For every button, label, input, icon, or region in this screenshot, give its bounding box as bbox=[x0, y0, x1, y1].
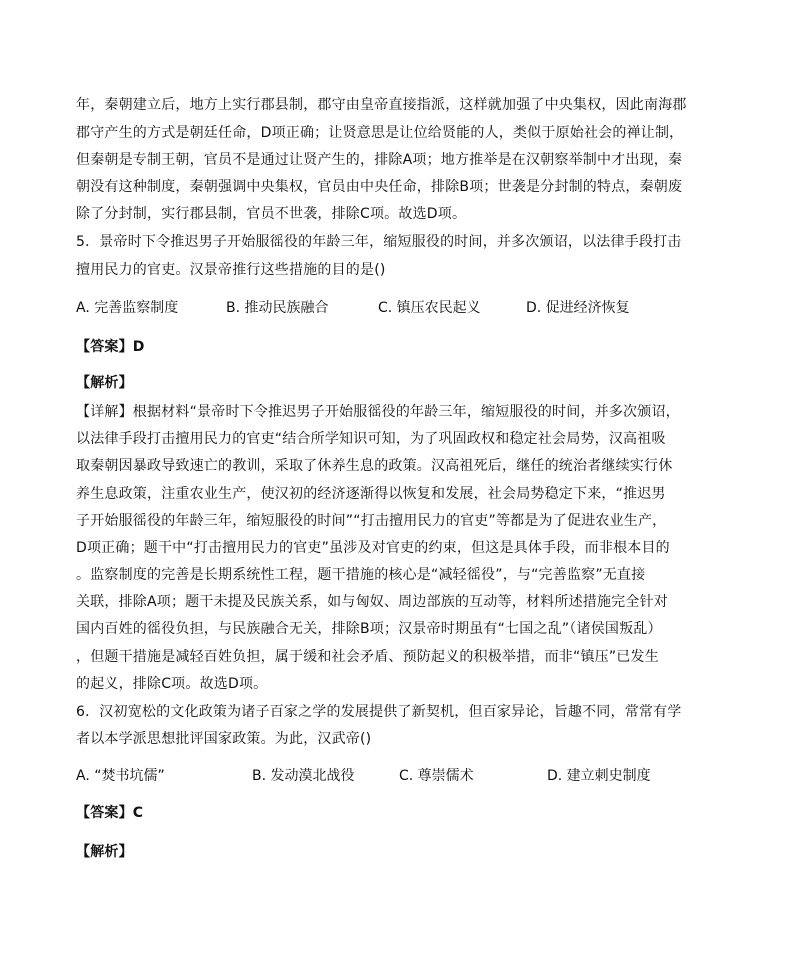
option-a: A. “焚书坑儒” bbox=[76, 768, 165, 784]
question-text: 者以本学派思想批评国家政策。为此，汉武帝() bbox=[76, 731, 372, 747]
text-line: 朝没有这种制度，秦朝强调中央集权，官员由中央任命，排除B项；世袭是分封制的特点，秦朝废 bbox=[76, 179, 683, 195]
question-text: 5．景帝时下令推迟男子开始服徭役的年龄三年，缩短服役的时间，并多次颁诏，以法律手段打击 bbox=[76, 234, 682, 250]
text-line: D项正确；题干中“打击擅用民力的官吏”虽涉及对官吏的约束，但这是具体手段，而非根本目的 bbox=[76, 540, 670, 556]
text-line: 年，秦朝建立后，地方上实行郡县制，郡守由皇帝直接指派，这样就加强了中央集权，因此南海郡 bbox=[76, 97, 687, 113]
text-line: ，但题干措施是减轻百姓负担，属于缓和社会矛盾、预防起义的积极举措，而非“镇压”已发生 bbox=[76, 649, 659, 665]
text-line: 取秦朝因暴政导致速亡的教训，采取了休养生息的政策。汉高祖死后，继任的统治者继续实行休 bbox=[76, 458, 673, 474]
text-line: 关联，排除A项；题干未提及民族关系，如与匈奴、周边部族的互动等，材料所述措施完全针对 bbox=[76, 594, 668, 610]
question-text: 6．汉初宽松的文化政策为诸子百家之学的发展提供了新契机，但百家异论，旨趣不同，常常有学 bbox=[76, 704, 682, 720]
option-b: B. 推动民族融合 bbox=[226, 300, 329, 316]
analysis-label: 【解析】 bbox=[76, 375, 133, 391]
text-line: 【详解】根据材料“景帝时下令推迟男子开始服徭役的年龄三年，缩短服役的时间，并多次颁诏， bbox=[76, 404, 680, 420]
text-line: 的起义，排除C项。故选D项。 bbox=[76, 676, 268, 692]
text-line: 养生息政策，注重农业生产，使汉初的经济逐渐得以恢复和发展，社会局势稳定下来，“推迟男 bbox=[76, 486, 666, 502]
option-c: C. 尊崇儒术 bbox=[399, 768, 474, 784]
text-line: 以法律手段打击擅用民力的官吏“结合所学知识可知，为了巩固政权和稳定社会局势，汉高祖吸 bbox=[76, 431, 666, 447]
text-line: 国内百姓的徭役负担，与民族融合无关，排除B项；汉景帝时期虽有“七国之乱”（诸侯国叛乱） bbox=[76, 621, 662, 637]
text-line: 。监察制度的完善是长期系统性工程，题干措施的核心是“减轻徭役”，与“完善监察”无直接 bbox=[76, 567, 646, 583]
options-row bbox=[76, 298, 716, 318]
text-line: 除了分封制，实行郡县制，官员不世袭，排除C项。故选D项。 bbox=[76, 206, 467, 222]
text-line: 郡守产生的方式是朝廷任命，D项正确；让贤意思是让位给贤能的人，类似于原始社会的禅让制， bbox=[76, 125, 684, 141]
text-line: 但秦朝是专制王朝，官员不是通过让贤产生的，排除A项；地方推举是在汉朝察举制中才出现，秦 bbox=[76, 152, 683, 168]
text-line: 子开始服徭役的年龄三年，缩短服役的时间”“打击擅用民力的官吏”等都是为了促进农业生产， bbox=[76, 513, 667, 529]
answer-label: 【答案】D bbox=[76, 339, 145, 355]
answer-label: 【答案】C bbox=[76, 805, 144, 821]
option-c: C. 镇压农民起义 bbox=[378, 300, 481, 316]
option-d: D. 建立刺史制度 bbox=[547, 768, 651, 784]
option-d: D. 促进经济恢复 bbox=[526, 300, 630, 316]
question-text: 擅用民力的官吏。汉景帝推行这些措施的目的是() bbox=[76, 262, 386, 278]
option-a: A. 完善监察制度 bbox=[76, 300, 179, 316]
analysis-label: 【解析】 bbox=[76, 844, 133, 860]
option-b: B. 发动漠北战役 bbox=[252, 768, 355, 784]
options-row bbox=[76, 766, 716, 786]
